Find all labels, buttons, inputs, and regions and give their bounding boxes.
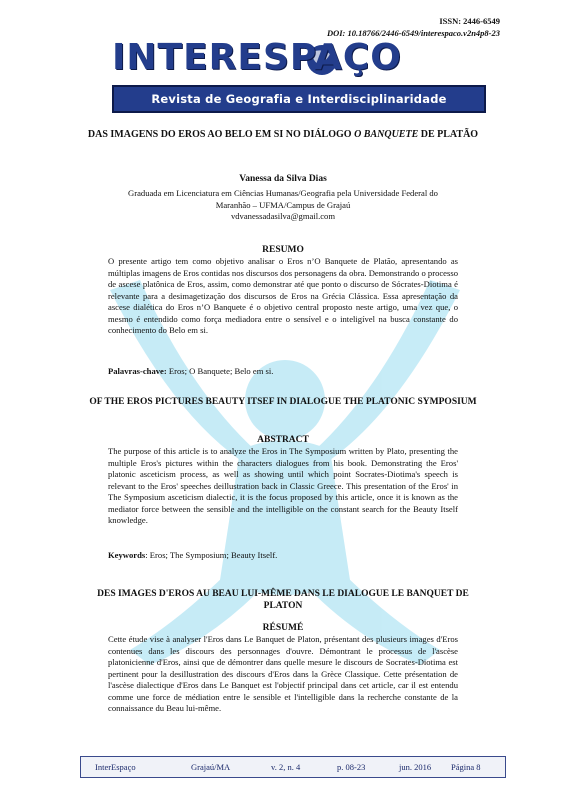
- journal-logo: [112, 37, 506, 78]
- footer-date: jun. 2016: [399, 762, 432, 772]
- footer-place: Grajaú/MA: [191, 762, 231, 772]
- footer-journal: InterEspaço: [95, 762, 136, 772]
- resume-text: Cette étude vise à analyser l'Eros dans Le Banquet de Platon, présentant des plusieurs images d'Eros contenues dans les discours des personnages d'ouvre. Démontrant le processus de l'ascèse platonicienne d'Eros, ainsi que de démontrer dans quelle mesure le discours de Socrates-Diotima est pertinent pour la desillustration des discours d'Eros dans la Grèce Classique. Cette présentation de l'ascèse dialectique d'Eros dans Le Banquet est l'objectif principal dans cet article, car il est entendu comme une force de médiation entre le sensible et l'intelligible dans la recherche constante de la connaissance du Beau lui-même.: [108, 634, 458, 713]
- footer-page-number: Página 8: [451, 762, 481, 772]
- resume-title: DES IMAGES D'EROS AU BEAU LUI-MÊME DANS LE DIALOGUE LE BANQUET DE PLATON: [97, 589, 469, 611]
- journal-subtitle-banner: Revista de Geografia e Interdisciplinaridade: [112, 85, 486, 113]
- page-footer: [80, 756, 506, 778]
- resumo-text: O presente artigo tem como objetivo analisar o Eros n’O Banquete de Platão, apresentando as múltiplas imagens de Eros contidas nos discursos dos personagens da obra. Demonstrando o processo de ascese platônica de Eros, assim, como demonstrar até que ponto o discurso de Sócrates-Diotima é relevante para a desimagetização dos discursos de Eros na Grécia Clássica. Essa apresentação da ascese dialética do Eros n’O Banquete é o objetivo central proposto neste artigo, uma vez que, o mesmo é entendido como força mediadora entre o sensível e o inteligível na busca constante do conhecimento do Belo em si.: [108, 256, 458, 335]
- resumo-heading: RESUMO: [262, 245, 304, 255]
- abstract-text: The purpose of this article is to analyze the Eros in The Symposium written by Plato, presenting the multiple Eros's pictures within the characters dialogues from his book. Demonstrating the Eros' platonic asceticism process, as well as showing until which point Socrates-Diotima's speech is relevant to the Eros' speeches deillustration back in Classic Greece. This presentation of the Eros' in The Symposium asceticism dialectic, it is the focus proposed by this article, once it is known as the mediator force between the sensible and the intelligible on the constant search for the Beauty Itself knowledge.: [108, 446, 458, 525]
- author-email: vdvanessadasilva@gmail.com: [230, 211, 336, 221]
- article-title: [78, 128, 488, 141]
- abstract-keywords-label: Keywords: [108, 550, 146, 560]
- title-italic: O BANQUETE: [354, 129, 419, 140]
- affiliation-line-2: Maranhão – UFMA/Campus de Grajaú: [215, 199, 351, 210]
- abstract-keywords-value: : Eros; The Symposium; Beauty Itself.: [145, 550, 278, 560]
- abstract-title: OF THE EROS PICTURES BEAUTY ITSEF IN DIALOGUE THE PLATONIC SYMPOSIUM: [89, 397, 477, 407]
- footer-pages: p. 08-23: [337, 762, 366, 772]
- keywords-label: Palavras-chave:: [108, 366, 167, 376]
- title-part-2: DE PLATÃO: [418, 129, 479, 140]
- issn-text: ISSN: 2446-6549: [439, 16, 500, 26]
- logo-text: INTERESPAÇO: [112, 37, 402, 78]
- keywords-value: Eros; O Banquete; Belo em si.: [166, 366, 274, 376]
- author-affiliation: [78, 188, 488, 223]
- doi-text: DOI: 10.18766/2446-6549/interespaco.v2n4p8-23: [326, 28, 500, 38]
- affiliation-line-1: Graduada em Licenciatura em Ciências Humanas/Geografia pela Universidade Federal do: [128, 188, 438, 198]
- author-name: Vanessa da Silva Dias: [239, 174, 327, 184]
- abstract-keywords: [108, 550, 458, 560]
- title-part-1: DAS IMAGENS DO EROS AO BELO EM SI NO DIÁLOGO: [87, 129, 355, 140]
- resumo-keywords: [108, 366, 458, 376]
- resume-heading: RÉSUMÉ: [262, 623, 304, 633]
- abstract-heading: ABSTRACT: [257, 435, 309, 445]
- footer-volume: v. 2, n. 4: [271, 762, 301, 772]
